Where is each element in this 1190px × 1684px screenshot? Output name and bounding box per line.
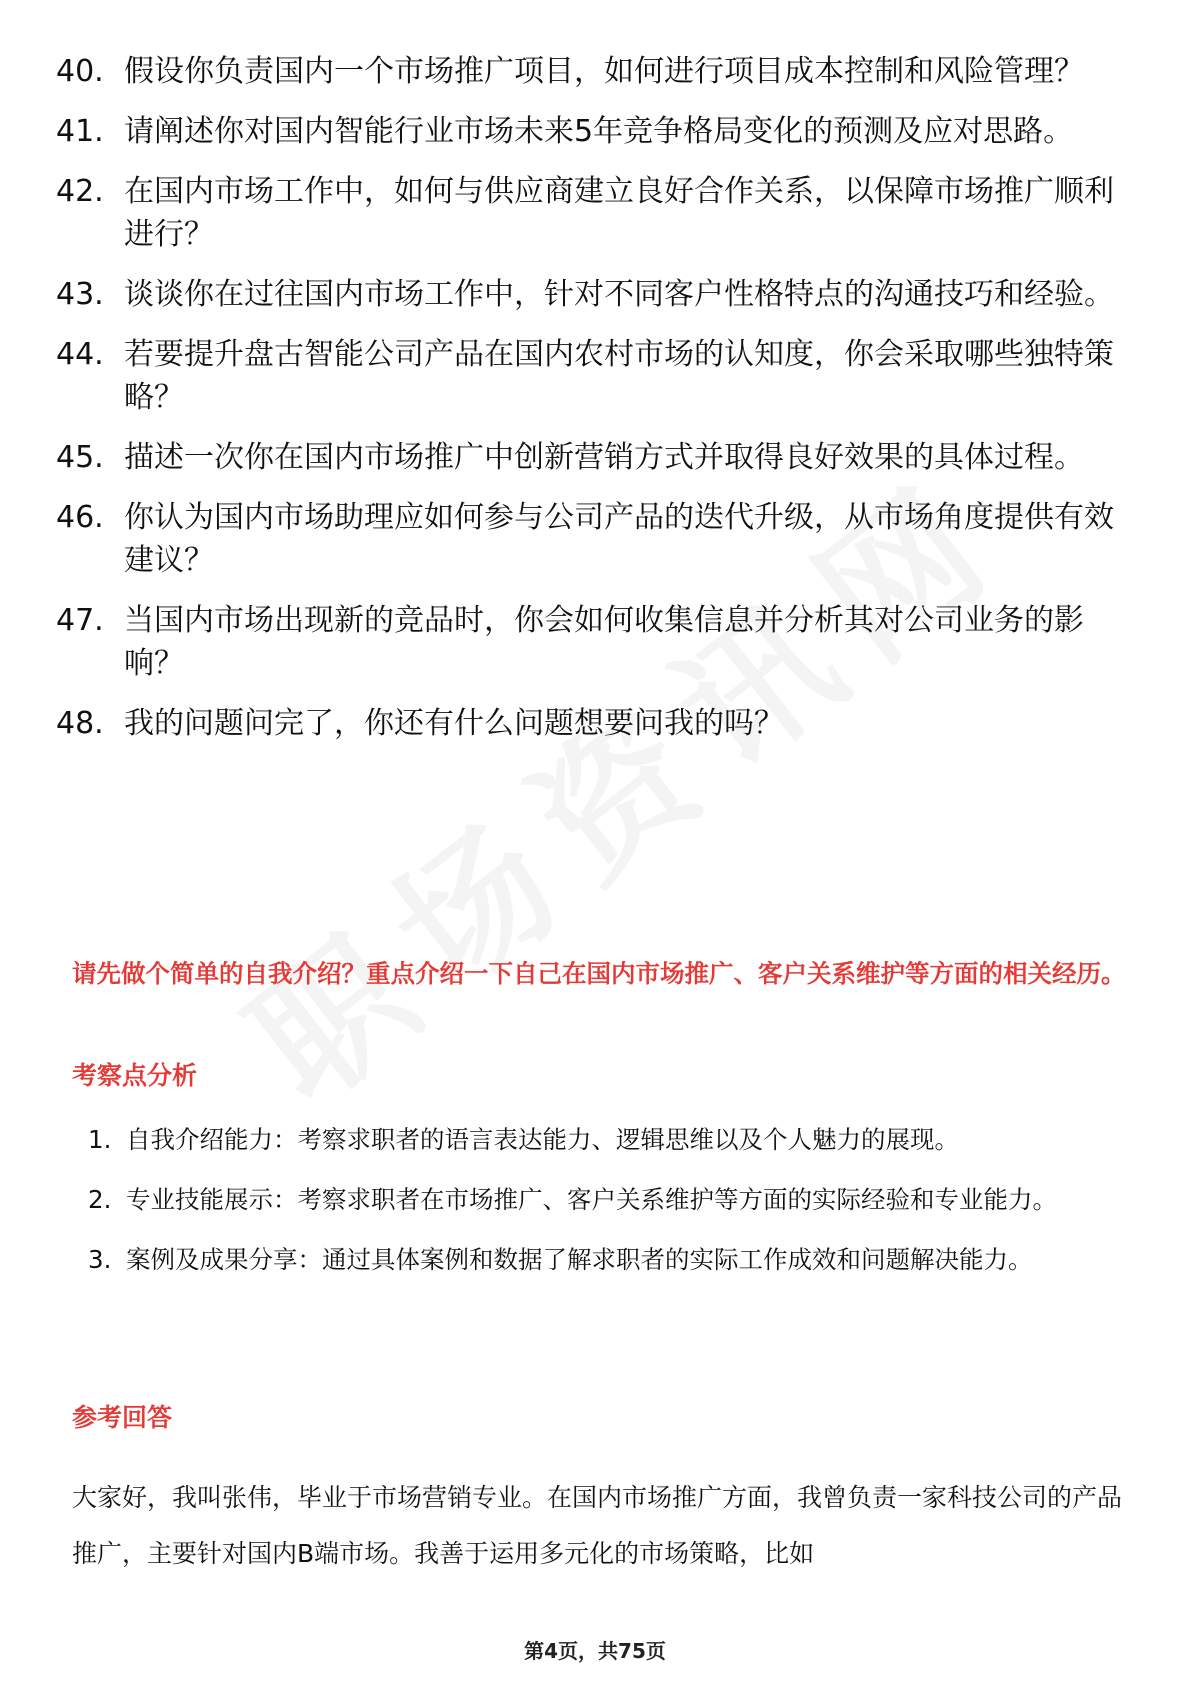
point-text: 案例及成果分享：通过具体案例和数据了解求职者的实际工作成效和问题解决能力。 (126, 1245, 1033, 1274)
question-number: 42. (56, 174, 104, 209)
list-item (56, 436, 1136, 479)
question-text: 你认为国内市场助理应如何参与公司产品的迭代升级，从市场角度提供有效建议？ (124, 500, 1114, 578)
question-text: 若要提升盘古智能公司产品在国内农村市场的认知度，你会采取哪些独特策略？ (124, 337, 1114, 415)
list-item (56, 599, 1136, 685)
question-number: 44. (56, 337, 104, 372)
analysis-list (88, 1112, 1138, 1292)
list-item (56, 273, 1136, 316)
list-item (56, 50, 1136, 93)
featured-question: 请先做个简单的自我介绍？重点介绍一下自己在国内市场推广、客户关系维护等方面的相关经历。 (72, 959, 1126, 988)
list-item (56, 702, 1136, 745)
question-number: 45. (56, 440, 104, 475)
question-text: 请阐述你对国内智能行业市场未来5年竞争格局变化的预测及应对思路。 (124, 114, 1074, 149)
point-number: 3. (88, 1245, 112, 1274)
analysis-heading: 考察点分析 (72, 1061, 198, 1090)
point-text: 自我介绍能力：考察求职者的语言表达能力、逻辑思维以及个人魅力的展现。 (126, 1125, 959, 1154)
point-number: 1. (88, 1125, 112, 1154)
question-text: 我的问题问完了，你还有什么问题想要问我的吗？ (124, 706, 784, 741)
question-text: 当国内市场出现新的竞品时，你会如何收集信息并分析其对公司业务的影响？ (124, 603, 1084, 681)
list-item (56, 110, 1136, 153)
question-text: 谈谈你在过往国内市场工作中，针对不同客户性格特点的沟通技巧和经验。 (124, 277, 1114, 312)
point-text: 专业技能展示：考察求职者在市场推广、客户关系维护等方面的实际经验和专业能力。 (126, 1185, 1057, 1214)
list-item (56, 496, 1136, 582)
answer-text: 大家好，我叫张伟，毕业于市场营销专业。在国内市场推广方面，我曾负责一家科技公司的产品推广，主要针对国内B端市场。我善于运用多元化的市场策略，比如 (72, 1483, 1123, 1568)
answer-heading: 参考回答 (72, 1403, 173, 1432)
question-number: 43. (56, 277, 104, 312)
page-footer: 第4页，共75页 (524, 1639, 666, 1663)
question-number: 47. (56, 603, 104, 638)
question-text: 在国内市场工作中，如何与供应商建立良好合作关系，以保障市场推广顺利进行？ (124, 174, 1114, 252)
list-item (88, 1172, 1138, 1227)
question-text: 假设你负责国内一个市场推广项目，如何进行项目成本控制和风险管理？ (124, 54, 1084, 89)
list-item (88, 1112, 1138, 1167)
list-item (88, 1232, 1138, 1287)
list-item (56, 333, 1136, 419)
question-number: 48. (56, 706, 104, 741)
list-item (56, 170, 1136, 256)
question-text: 描述一次你在国内市场推广中创新营销方式并取得良好效果的具体过程。 (124, 440, 1084, 475)
point-number: 2. (88, 1185, 112, 1214)
question-number: 46. (56, 500, 104, 535)
question-number: 41. (56, 114, 104, 149)
question-number: 40. (56, 54, 104, 89)
question-list (56, 50, 1136, 762)
